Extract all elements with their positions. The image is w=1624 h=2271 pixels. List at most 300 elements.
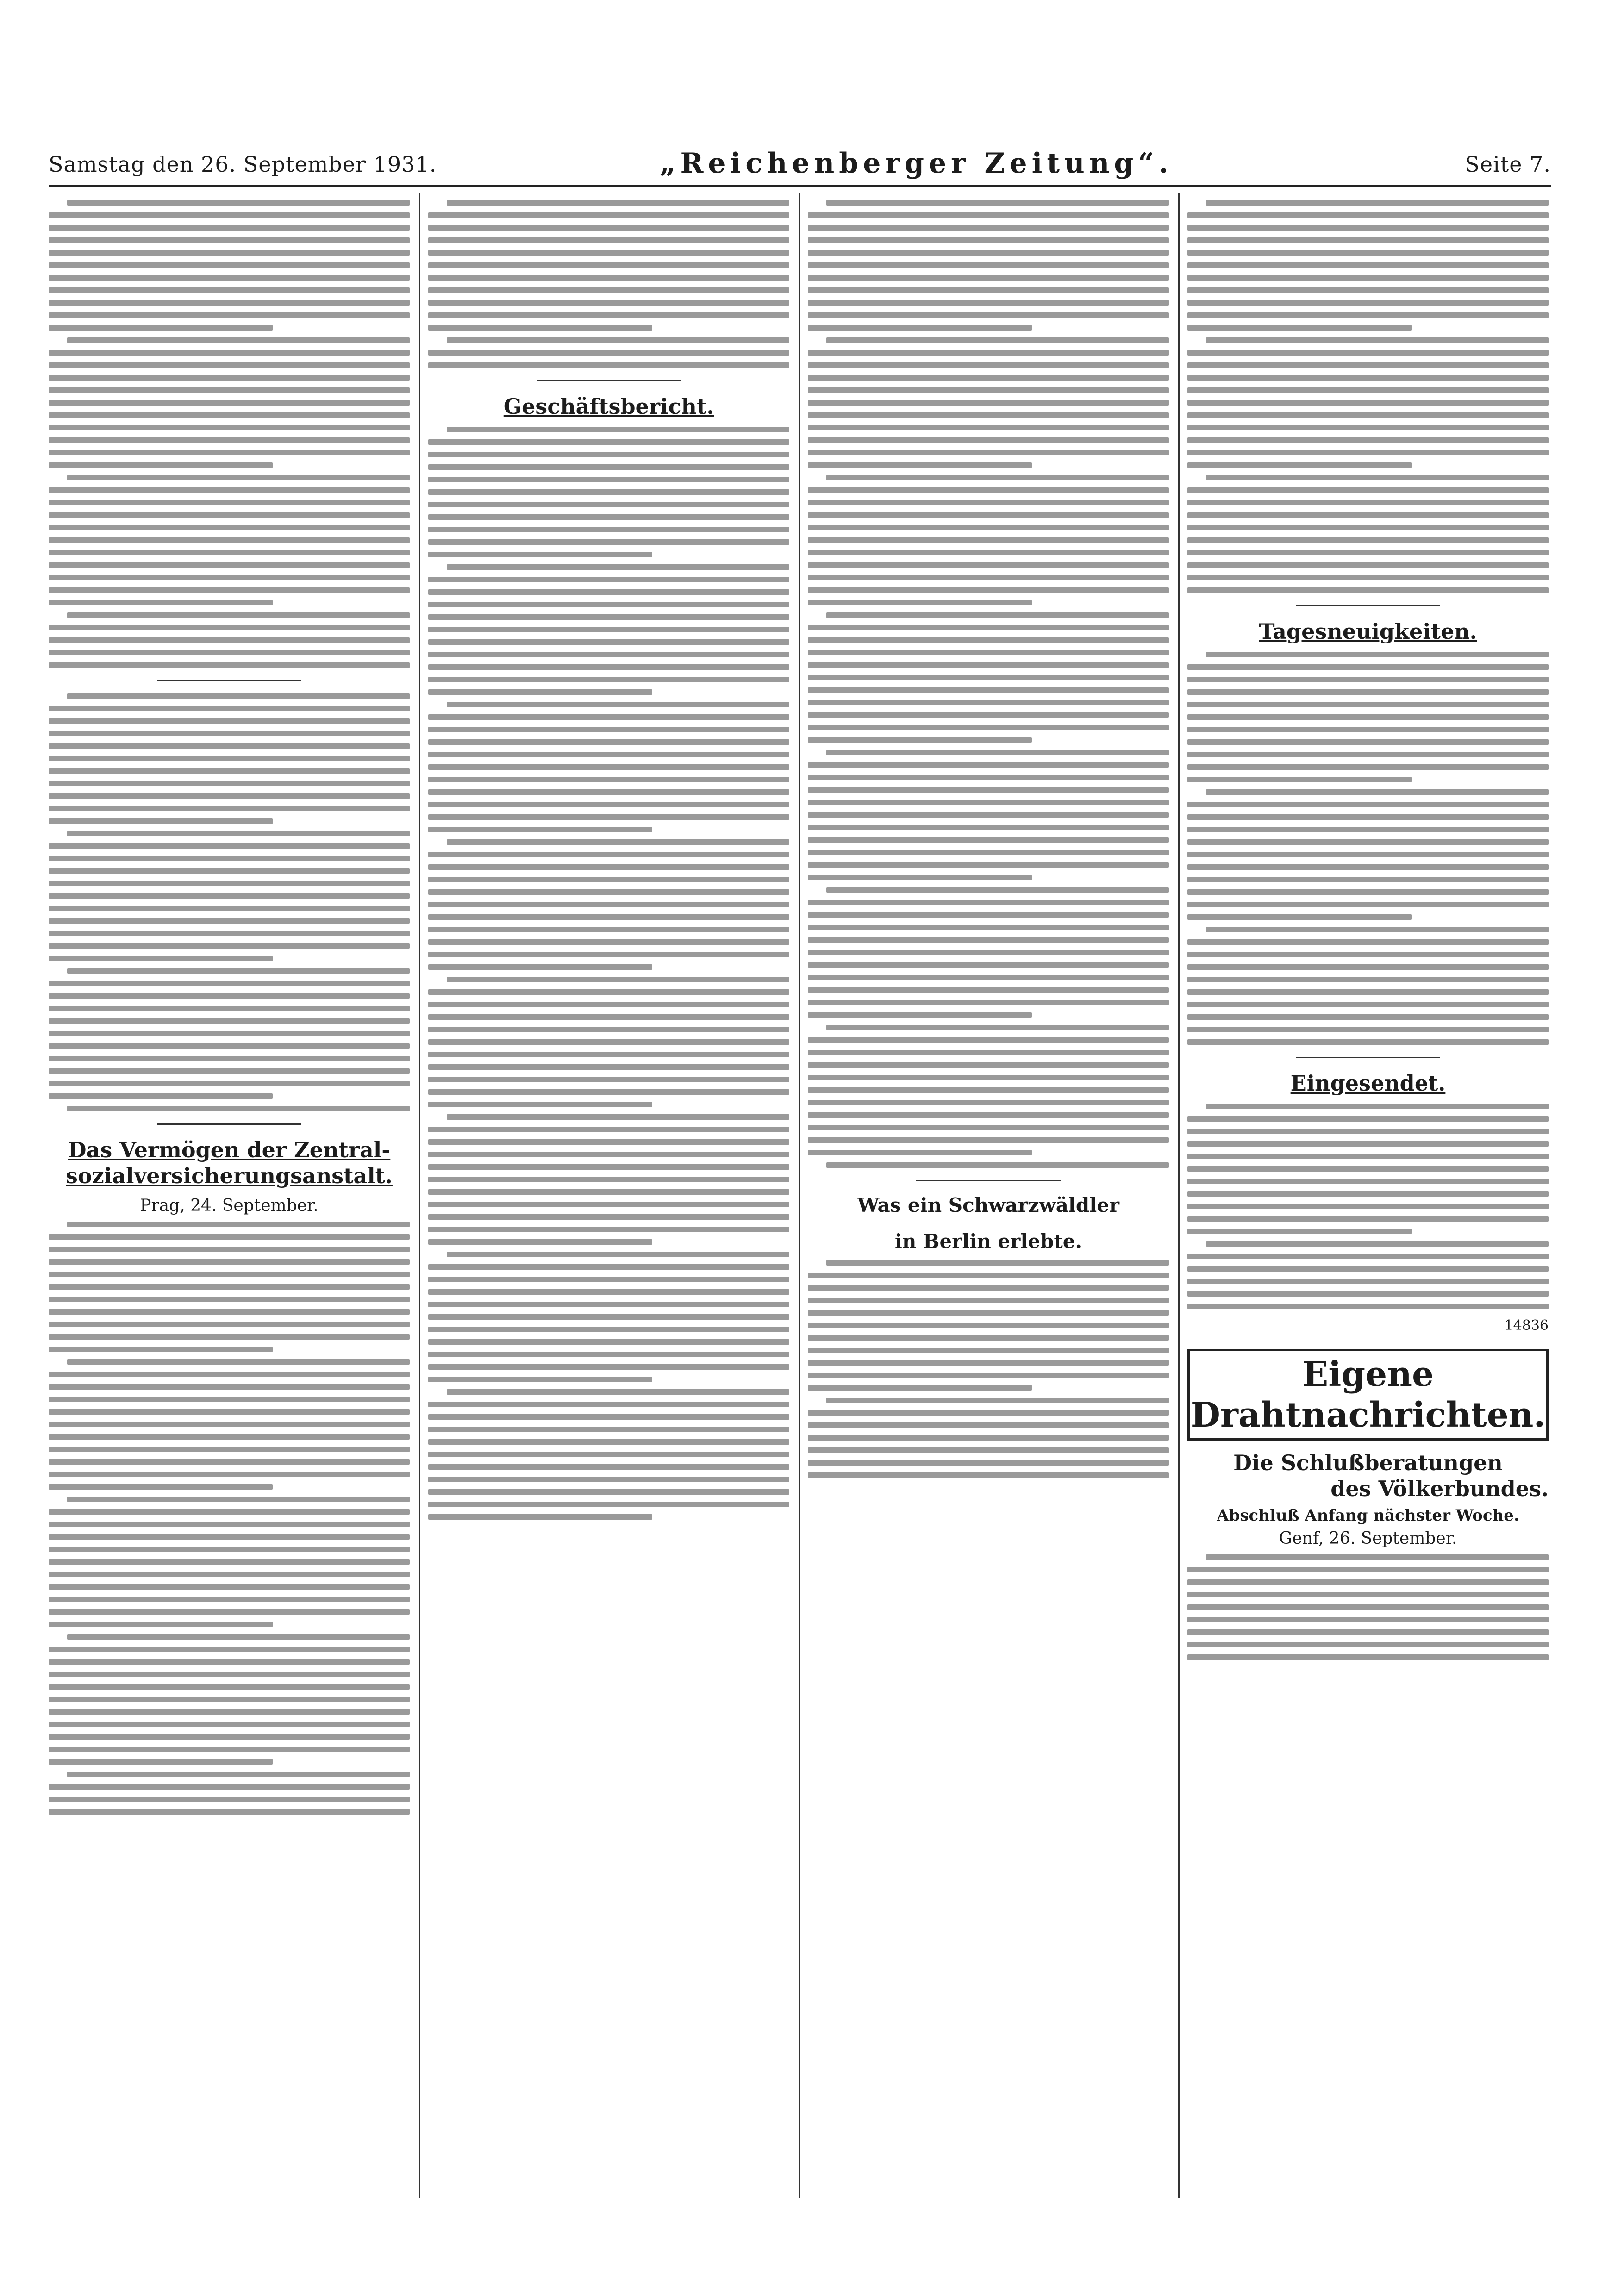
text-line <box>428 275 789 281</box>
text-line <box>808 1298 1169 1303</box>
text-line <box>808 1037 1169 1043</box>
text-line <box>1187 1141 1549 1147</box>
text-line <box>49 1747 410 1752</box>
text-line <box>428 989 789 995</box>
text-line <box>1206 200 1549 206</box>
text-line <box>1187 664 1549 670</box>
text-line <box>1187 1166 1549 1172</box>
text-line <box>49 1684 410 1690</box>
text-line <box>49 1809 410 1815</box>
text-line <box>808 450 1169 455</box>
text-line <box>808 1050 1169 1055</box>
text-line <box>49 1522 410 1527</box>
text-line <box>1187 1154 1549 1159</box>
text-line <box>67 612 410 618</box>
text-line <box>1206 475 1549 480</box>
text-line <box>808 900 1169 905</box>
text-line <box>49 1509 410 1515</box>
text-line <box>428 639 789 645</box>
text-line <box>808 662 1169 668</box>
text-line <box>49 462 273 468</box>
text-line <box>49 1672 410 1677</box>
text-line <box>808 737 1032 743</box>
text-line <box>49 1334 410 1340</box>
text-line <box>1187 587 1549 593</box>
text-line <box>49 1659 410 1665</box>
text-line <box>428 1314 789 1320</box>
text-line <box>49 500 410 505</box>
article-heading: Die Schlußberatungen <box>1233 1450 1503 1475</box>
text-block <box>1187 200 1549 593</box>
text-line <box>49 1709 410 1715</box>
text-line <box>808 425 1169 430</box>
text-line <box>428 464 789 470</box>
text-line <box>49 843 410 849</box>
text-line <box>428 1064 789 1070</box>
text-line <box>1206 1104 1549 1109</box>
text-line <box>49 375 410 381</box>
text-line <box>1187 500 1549 505</box>
newspaper-page <box>49 139 1551 2199</box>
text-line <box>447 1252 789 1257</box>
text-line <box>1187 1266 1549 1272</box>
text-line <box>808 762 1169 768</box>
text-line <box>808 675 1169 680</box>
text-line <box>808 412 1169 418</box>
text-line <box>49 1372 410 1377</box>
text-line <box>49 350 410 356</box>
text-line <box>428 1227 789 1232</box>
text-line <box>49 275 410 281</box>
section-heading: Eingesendet. <box>1290 1071 1446 1096</box>
article-heading: Das Vermögen der Zentral-sozialversicherungsanstalt. <box>66 1137 393 1188</box>
text-line <box>49 387 410 393</box>
text-line <box>1187 375 1549 381</box>
text-line <box>428 287 789 293</box>
text-line <box>49 856 410 861</box>
text-line <box>1187 677 1549 682</box>
text-line <box>49 1622 273 1627</box>
text-block <box>1187 1104 1549 1309</box>
text-line <box>1187 902 1549 907</box>
text-line <box>1187 575 1549 580</box>
text-line <box>1187 1567 1549 1572</box>
text-line <box>1187 1604 1549 1610</box>
text-line <box>428 814 789 820</box>
text-line <box>808 600 1032 605</box>
text-line <box>808 937 1169 943</box>
text-line <box>1187 425 1549 430</box>
text-line <box>1206 1554 1549 1560</box>
text-line <box>1187 550 1549 555</box>
text-line <box>49 325 273 331</box>
text-line <box>428 312 789 318</box>
text-line <box>49 756 410 761</box>
text-line <box>67 475 410 480</box>
separator <box>1296 1057 1440 1058</box>
text-line <box>428 1039 789 1045</box>
text-line <box>1187 262 1549 268</box>
text-line <box>49 1409 410 1415</box>
text-line <box>808 225 1169 231</box>
separator <box>1296 605 1440 606</box>
text-line <box>447 427 789 432</box>
text-line <box>1187 939 1549 945</box>
text-line <box>1187 777 1412 782</box>
text-line <box>49 981 410 986</box>
text-line <box>428 539 789 545</box>
text-line <box>808 1335 1169 1341</box>
text-line <box>428 1489 789 1495</box>
text-line <box>808 1435 1169 1441</box>
text-line <box>1187 300 1549 306</box>
text-line <box>49 1459 410 1465</box>
text-line <box>428 452 789 457</box>
text-line <box>49 1547 410 1552</box>
text-line <box>1187 1179 1549 1184</box>
text-line <box>447 702 789 707</box>
text-line <box>49 1484 273 1490</box>
text-line <box>808 1100 1169 1105</box>
text-line <box>1206 1241 1549 1247</box>
text-line <box>808 637 1169 643</box>
column-4 <box>1187 193 1549 2198</box>
text-line <box>428 852 789 857</box>
text-line <box>1187 964 1549 970</box>
text-line <box>447 200 789 206</box>
page-number: Seite 7. <box>1465 152 1551 177</box>
text-line <box>428 602 789 607</box>
text-line <box>1187 212 1549 218</box>
text-line <box>808 1422 1169 1428</box>
text-line <box>447 1389 789 1395</box>
text-line <box>826 200 1169 206</box>
text-line <box>1187 1642 1549 1647</box>
text-line <box>808 237 1169 243</box>
text-line <box>1187 400 1549 406</box>
text-line <box>1187 1039 1549 1045</box>
text-line <box>808 625 1169 630</box>
column-rule <box>1178 193 1180 2198</box>
text-line <box>49 1093 273 1099</box>
text-line <box>428 1377 652 1382</box>
text-line <box>49 400 410 406</box>
text-line <box>447 1114 789 1120</box>
text-line <box>428 225 789 231</box>
text-line <box>49 1647 410 1652</box>
text-block <box>808 200 1169 1168</box>
text-line <box>1187 802 1549 807</box>
text-line <box>428 362 789 368</box>
text-line <box>826 1025 1169 1030</box>
text-line <box>1206 927 1549 932</box>
text-line <box>49 706 410 711</box>
text-line <box>808 800 1169 805</box>
text-line <box>808 812 1169 818</box>
text-line <box>428 1414 789 1420</box>
text-line <box>1187 1304 1549 1309</box>
text-line <box>1187 562 1549 568</box>
text-line <box>428 262 789 268</box>
separator <box>537 380 681 381</box>
text-line <box>67 1359 410 1365</box>
text-block <box>49 200 410 668</box>
text-line <box>49 1472 410 1477</box>
text-line <box>49 1347 273 1352</box>
text-line <box>808 837 1169 843</box>
text-line <box>49 956 273 961</box>
text-line <box>1187 714 1549 720</box>
text-line <box>1187 412 1549 418</box>
text-line <box>1187 852 1549 857</box>
text-block <box>1187 652 1549 1045</box>
text-block <box>428 200 789 368</box>
text-line <box>49 287 410 293</box>
text-line <box>1187 312 1549 318</box>
text-line <box>808 350 1169 356</box>
text-line <box>808 1373 1169 1378</box>
text-line <box>49 1234 410 1240</box>
text-line <box>428 300 789 306</box>
text-line <box>447 564 789 570</box>
text-line <box>49 487 410 493</box>
text-line <box>1187 739 1549 745</box>
text-line <box>808 712 1169 718</box>
text-line <box>428 1327 789 1332</box>
text-line <box>808 1012 1032 1018</box>
text-line <box>428 914 789 920</box>
text-line <box>49 1309 410 1315</box>
text-line <box>49 1043 410 1049</box>
text-line <box>428 627 789 632</box>
text-line <box>428 1014 789 1020</box>
text-line <box>808 1460 1169 1466</box>
article-heading-line2: in Berlin erlebte. <box>894 1230 1082 1253</box>
text-line <box>808 437 1169 443</box>
text-block <box>808 1260 1169 1478</box>
text-line <box>808 1087 1169 1093</box>
text-line <box>808 1000 1169 1005</box>
text-line <box>428 589 789 595</box>
text-line <box>49 993 410 999</box>
text-line <box>428 1264 789 1270</box>
text-line <box>1187 1204 1549 1209</box>
text-line <box>808 500 1169 505</box>
column-3 <box>808 193 1169 2198</box>
text-line <box>1187 1579 1549 1585</box>
text-line <box>49 537 410 543</box>
text-line <box>428 614 789 620</box>
text-line <box>428 514 789 520</box>
text-line <box>49 731 410 736</box>
text-line <box>1187 387 1549 393</box>
section-heading: Tagesneuigkeiten. <box>1259 619 1477 644</box>
text-line <box>49 1584 410 1590</box>
text-line <box>808 537 1169 543</box>
masthead <box>49 139 1551 187</box>
text-line <box>428 664 789 670</box>
text-line <box>428 1427 789 1432</box>
text-line <box>808 775 1169 780</box>
text-line <box>49 412 410 418</box>
text-line <box>49 1056 410 1061</box>
text-line <box>49 562 410 568</box>
text-line <box>428 727 789 732</box>
text-line <box>428 552 652 557</box>
text-line <box>1187 1014 1549 1020</box>
text-line <box>49 637 410 643</box>
text-line <box>428 1089 789 1095</box>
text-line <box>428 1202 789 1207</box>
text-line <box>428 752 789 757</box>
text-line <box>49 1609 410 1615</box>
text-line <box>428 689 652 695</box>
text-line <box>428 1364 789 1370</box>
text-line <box>808 700 1169 705</box>
text-line <box>808 525 1169 530</box>
text-line <box>1187 764 1549 770</box>
text-line <box>1187 1116 1549 1122</box>
text-line <box>49 718 410 724</box>
issue-date: Samstag den 26. September 1931. <box>49 152 437 177</box>
text-line <box>428 1514 652 1520</box>
newspaper-title: „Reichenberger Zeitung“. <box>660 147 1173 180</box>
text-line <box>1187 702 1549 707</box>
text-line <box>826 887 1169 893</box>
text-line <box>428 789 789 795</box>
text-line <box>1187 1229 1412 1234</box>
text-line <box>428 1464 789 1470</box>
text-line <box>49 1697 410 1702</box>
text-line <box>1187 350 1549 356</box>
text-line <box>1187 1291 1549 1297</box>
text-line <box>808 325 1032 331</box>
text-line <box>808 212 1169 218</box>
text-line <box>428 1152 789 1157</box>
text-line <box>826 1162 1169 1168</box>
text-line <box>428 677 789 682</box>
text-line <box>428 1139 789 1145</box>
text-line <box>49 1259 410 1265</box>
text-line <box>808 487 1169 493</box>
text-line <box>49 512 410 518</box>
text-line <box>49 806 410 811</box>
text-block <box>49 693 410 1111</box>
text-line <box>1187 1279 1549 1284</box>
text-line <box>1187 989 1549 995</box>
article-dateline: Genf, 26. September. <box>1279 1529 1457 1548</box>
text-line <box>1187 525 1549 530</box>
text-line <box>1187 952 1549 957</box>
text-line <box>826 1260 1169 1266</box>
text-line <box>49 893 410 899</box>
text-line <box>808 1360 1169 1366</box>
text-line <box>1187 689 1549 695</box>
text-line <box>428 477 789 482</box>
text-line <box>67 831 410 836</box>
text-line <box>49 1081 410 1086</box>
text-line <box>67 1106 410 1111</box>
text-line <box>49 587 410 593</box>
separator <box>157 680 301 681</box>
text-line <box>49 600 273 605</box>
text-line <box>428 827 652 832</box>
text-line <box>1187 752 1549 757</box>
text-line <box>428 1439 789 1445</box>
text-line <box>808 462 1032 468</box>
text-line <box>1187 1654 1549 1660</box>
text-block <box>1187 1554 1549 1660</box>
text-line <box>808 1348 1169 1353</box>
text-line <box>1187 1027 1549 1032</box>
text-line <box>49 1297 410 1302</box>
text-line <box>1206 337 1549 343</box>
text-line <box>428 927 789 932</box>
text-line <box>428 802 789 807</box>
text-line <box>49 881 410 886</box>
banner-heading: Eigene Drahtnachrichten. <box>1187 1349 1549 1441</box>
text-line <box>428 350 789 356</box>
text-block <box>428 427 789 1520</box>
text-line <box>826 750 1169 755</box>
text-line <box>808 1323 1169 1328</box>
text-line <box>428 939 789 945</box>
text-line <box>808 850 1169 855</box>
column-rule <box>799 193 800 2198</box>
article-heading-line2: des Völkerbundes. <box>1330 1476 1549 1501</box>
text-line <box>49 1322 410 1327</box>
text-line <box>49 1272 410 1277</box>
text-line <box>49 437 410 443</box>
text-line <box>67 1497 410 1502</box>
text-line <box>49 550 410 555</box>
text-line <box>428 889 789 895</box>
text-line <box>808 1310 1169 1316</box>
text-line <box>808 400 1169 406</box>
text-line <box>49 1006 410 1011</box>
text-line <box>808 1137 1169 1143</box>
text-line <box>428 1339 789 1345</box>
text-line <box>428 777 789 782</box>
text-line <box>67 337 410 343</box>
text-line <box>1187 1002 1549 1007</box>
text-line <box>428 577 789 582</box>
text-line <box>428 1189 789 1195</box>
text-line <box>1187 1216 1549 1222</box>
text-line <box>808 787 1169 793</box>
text-line <box>49 237 410 243</box>
text-line <box>49 1284 410 1290</box>
article-subheading: Abschluß Anfang nächster Woche. <box>1217 1506 1519 1525</box>
separator <box>916 1180 1061 1181</box>
text-line <box>808 1062 1169 1068</box>
text-line <box>49 781 410 786</box>
article-dateline: Prag, 24. September. <box>140 1196 319 1215</box>
text-line <box>808 925 1169 930</box>
text-line <box>808 862 1169 868</box>
text-line <box>1187 1617 1549 1622</box>
text-line <box>428 502 789 507</box>
text-line <box>447 839 789 845</box>
text-line <box>49 625 410 630</box>
text-line <box>808 562 1169 568</box>
text-line <box>428 1102 652 1107</box>
text-line <box>49 1422 410 1427</box>
text-line <box>808 975 1169 980</box>
text-line <box>428 952 789 957</box>
text-line <box>808 362 1169 368</box>
article-heading: Geschäftsbericht. <box>503 394 714 419</box>
